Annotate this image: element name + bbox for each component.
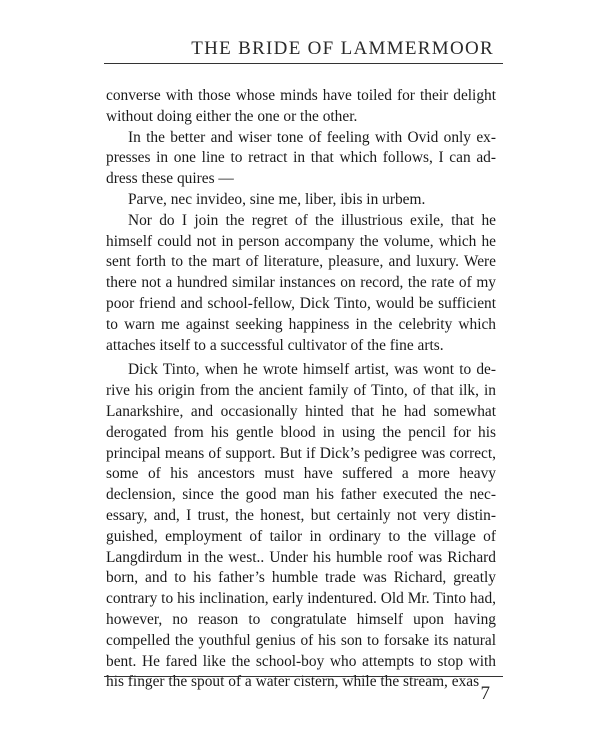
paragraph: In the better and wiser tone of feeling with Ovid only expresses in one line to retract in that which follows, I can address these quires — [106,128,496,188]
latin-quotation: Parve, nec invideo, sine me, liber, ibis in urbem. [128,190,426,208]
body-text [106,86,496,693]
running-head-title: THE BRIDE OF LAMMERMOOR [191,38,494,59]
paragraph: Dick Tinto, when he wrote himself artist, was wont to derive his origin from the ancient family of Tinto, of that ilk, in Lanarkshire, and occasionally hinted that he had somewhat derogated from his gentle blood in using the pencil for his principal means of support. But if Dick’s pedigree was correct, some of his ancestors must have suffered a more heavy declension, since the good man his father executed the necessary, and, I trust, the honest, but certainly not very distinguished, employment of tailor in ordinary to the village of Langdirdum in the west.. Under his humble roof was Richard born, and to his father’s humble trade was Richard, greatly contrary to his inclination, early indentured. Old Mr. Tinto had, however, no reason to congratulate himself upon having compelled the youthful genius of his son to forsake its natural bent. He fared like the school-boy who attempts to stop with his finger the spout of a water cistern, while the stream, exas [106,361,496,691]
footer-rule [104,676,503,677]
header-rule [104,63,503,64]
paragraph: Nor do I join the regret of the illustrious exile, that he himself could not in person accompany the volume, which he sent forth to the mart of literature, pleasure, and luxury. Were there not a hundred similar instances on record, the rate of my poor friend and school-fellow, Dick Tinto, would be sufficient to warn me against seeking happiness in the celebrity which attaches itself to a successful cultivator of the fine arts. [106,211,496,354]
page-number: 7 [480,683,490,704]
paragraph-continuation: converse with those whose minds have toiled for their delight without doing either the one or the other. [106,87,496,125]
